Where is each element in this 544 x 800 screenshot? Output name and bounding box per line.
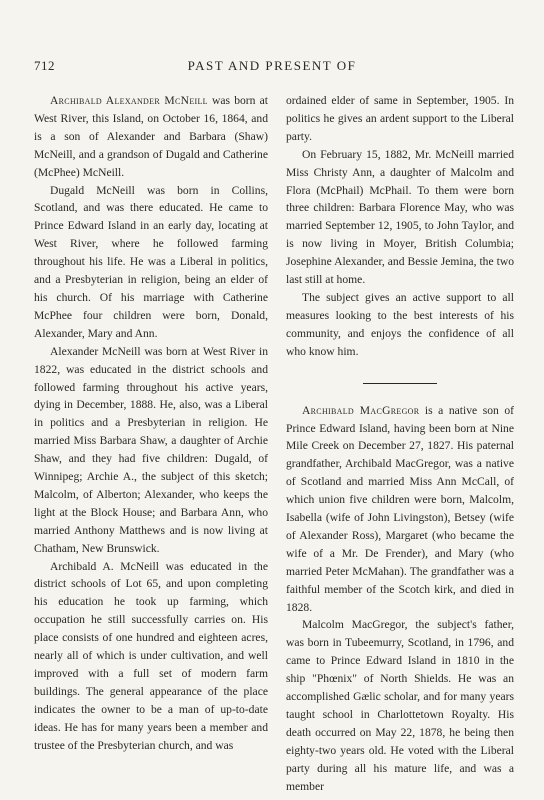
page-header: [30, 58, 514, 76]
subject-name: Archibald Alexander McNeill: [50, 94, 208, 107]
subject-name: Archibald MacGregor: [302, 403, 420, 417]
paragraph: Malcolm MacGregor, the subject's father, was born in Tubeemurry, Scotland, in 1796, and came to Prince Edward Island in 1810 in the ship "Phœnix" of North Shields. He was an accomplished Gælic scholar, and for many years taught school in Charlottetown Royalty. His death occurred on May 22, 1878, he being then eighty-two years old. He voted with the Liberal party during all his mature life, and was a member: [286, 618, 514, 793]
paragraph: ordained elder of same in September, 1905. In politics he gives an ardent support to the Liberal party.: [286, 94, 514, 143]
right-column: [286, 92, 514, 796]
paragraph: [286, 402, 514, 617]
paragraph: Archibald A. McNeill was educated in the district schools of Lot 65, and upon completing his education he took up farming, which occupation he still successfully carries on. His place consists of one hundred and eighteen acres, nearly all of which is under cultivation, and well improved with a full set of modern farm buildings. The general appearance of the place indicates the owner to be a man of up-to-date ideas. He has for many years been a member and trustee of the Presbyterian church, and was: [34, 559, 268, 752]
section-divider: [363, 383, 437, 384]
left-column: [34, 92, 268, 755]
paragraph: The subject gives an active support to all measures looking to the best interests of his community, and enjoys the confidence of all who know him.: [286, 290, 514, 358]
paragraph: Alexander McNeill was born at West River in 1822, was educated in the district schools and followed farming throughout his active years, dying in December, 1888. He, also, was a Liberal in politics and a Presbyterian in religion. He married Miss Barbara Shaw, a daughter of Archie Shaw, and they had five children: Dugald, of Winnipeg; Archie A., the subject of this sketch; Malcolm, of Alberton; Alexander, who keeps the light at the Block House; and Barbara Ann, who married Anthony Matthews and is now living at Chatham, New Brunswick.: [34, 344, 268, 555]
paragraph-text: was born at West River, this Island, on October 16, 1864, and is a son of Alexander and Barbara (Shaw) McNeill, and a grandson of Dugald and Catherine (McPhee) McNeill.: [34, 94, 268, 179]
running-title: PAST AND PRESENT OF: [187, 58, 357, 73]
paragraph-text: is a native son of Prince Edward Island, having been born at Nine Mile Creek on December 27, 1827. His paternal grandfather, Archibald MacGregor, was a native of Scotland and married Miss Ann McCall, of which union five children were born, Malcolm, Isabella (wife of John Livingston), Betsey (wife of Alexander Ross), Margaret (who became the wife of a Mr. De Frender), and Mary (who married Peter McMahan). The grandfather was a faithful member of the Scotch kirk, and died in 1828.: [286, 403, 514, 614]
paragraph: Dugald McNeill was born in Collins, Scotland, and was there educated. He came to Prince Edward Island in an early day, locating at West River, where he followed farming throughout his life. He was a Liberal in politics, and a Presbyterian in religion, being an elder of his church. Of his marriage with Catherine McPhee four children were born, Donald, Alexander, Mary and Ann.: [34, 183, 268, 340]
page-number: 712: [34, 58, 55, 73]
paragraph: [34, 92, 268, 182]
paragraph: On February 15, 1882, Mr. McNeill married Miss Christy Ann, a daughter of Malcolm and Flora (McPhail) McPhail. To them were born three children: Barbara Florence May, who was married September 12, 1905, to John Taylor, and is now living in Moyer, British Columbia; Josephine Alexander, and Bessie Jemina, the two last still at home.: [286, 147, 514, 287]
